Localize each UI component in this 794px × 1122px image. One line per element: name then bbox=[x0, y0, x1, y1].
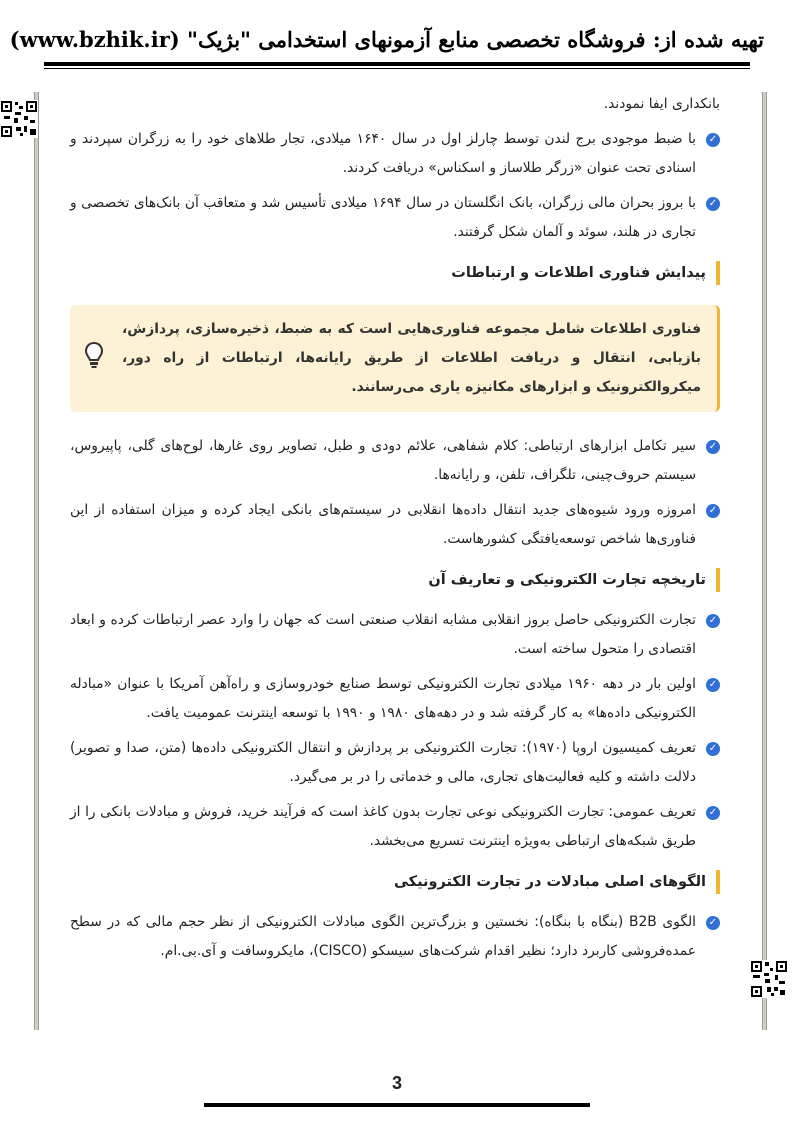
list-item: ✓ تجارت الکترونیکی حاصل بروز انقلابی مشابه انقلاب صنعتی است که جهان را وارد عصر ارتباطات کرده و ابعاد اقتصادی را متحول ساخته است. bbox=[70, 606, 720, 664]
section-heading: الگوهای اصلی مبادلات در تجارت الکترونیکی bbox=[70, 870, 720, 894]
info-box: فناوری اطلاعات شامل مجموعه فناوری‌هایی است که به ضبط، ذخیره‌سازی، پردازش، بازیابی، انتقال و دریافت اطلاعات از طریق رایانه‌ها، ارتباطات از راه دور، میکروالکترونیک و ابزارهای مکانیزه یاری می‌رسانند. bbox=[70, 305, 720, 412]
list-item: ✓ با بروز بحران مالی زرگران، بانک انگلستان در سال ۱۶۹۴ میلادی تأسیس شد و متعاقب آن بانک‌های تخصصی و تجاری در هلند، سوئد و آلمان شکل گرفتند. bbox=[70, 189, 720, 247]
list-item: ✓ تعریف کمیسیون اروپا (۱۹۷۰): تجارت الکترونیکی بر پردازش و انتقال الکترونیکی داده‌ها (متن، صدا و تصویر) دلالت داشته و کلیه فعالیت‌های تجاری، مالی و خدماتی را در بر می‌گیرد. bbox=[70, 734, 720, 792]
check-circle-icon: ✓ bbox=[706, 504, 720, 518]
section-heading: تاریخچه تجارت الکترونیکی و تعاریف آن bbox=[70, 568, 720, 592]
page-content bbox=[70, 90, 720, 972]
header-rule-thin bbox=[44, 68, 750, 69]
list-item: ✓ اولین بار در دهه ۱۹۶۰ میلادی تجارت الکترونیکی توسط صنایع خودروسازی و راه‌آهن آمریکا با عنوان «مبادله الکترونیکی داده‌ها» به کار گرفته شد و در دهه‌های ۱۹۸۰ و ۱۹۹۰ با توسعه اینترنت عمومیت یافت. bbox=[70, 670, 720, 728]
qr-code-icon bbox=[750, 960, 788, 998]
list-item: ✓ الگوی B2B (بنگاه با بنگاه): نخستین و بزرگ‌ترین الگوی مبادلات الکترونیکی از نظر حجم مالی که در سطح عمده‌فروشی کاربرد دارد؛ نظیر اقدام شرکت‌های سیسکو (CISCO)، مایکروسافت و آی.بی.ام. bbox=[70, 908, 720, 966]
check-circle-icon: ✓ bbox=[706, 916, 720, 930]
right-margin-line bbox=[762, 92, 767, 1030]
check-circle-icon: ✓ bbox=[706, 614, 720, 628]
list-item: ✓ سیر تکامل ابزارهای ارتباطی: کلام شفاهی، علائم دودی و طبل، تصاویر روی غارها، لوح‌های گلی، پاپیروس، سیستم حروف‌چینی، تلگراف، تلفن، و رایانه‌ها. bbox=[70, 432, 720, 490]
check-circle-icon: ✓ bbox=[706, 440, 720, 454]
intro-line: بانکداری ایفا نمودند. bbox=[603, 96, 720, 112]
list-item: ✓ با ضبط موجودی برج لندن توسط چارلز اول در سال ۱۶۴۰ میلادی، تجار طلاهای خود را به زرگران سپردند و اسنادی تحت عنوان «زرگر طلاساز و اسکناس» دریافت کردند. bbox=[70, 125, 720, 183]
qr-code-icon bbox=[0, 100, 38, 138]
page-header-title: تهیه شده از: فروشگاه تخصصی منابع آزمونهای استخدامی "بژیک" (www.bzhik.ir) bbox=[9, 27, 764, 52]
section-heading: پیدایش فناوری اطلاعات و ارتباطات bbox=[70, 261, 720, 285]
check-circle-icon: ✓ bbox=[706, 197, 720, 211]
header-rule-thick bbox=[44, 62, 750, 66]
check-circle-icon: ✓ bbox=[706, 678, 720, 692]
check-circle-icon: ✓ bbox=[706, 133, 720, 147]
list-item: ✓ تعریف عمومی: تجارت الکترونیکی نوعی تجارت بدون کاغذ است که فرآیند خرید، فروش و مبادلات بانکی را از طریق شبکه‌های ارتباطی به‌ویژه اینترنت تسریع می‌بخشد. bbox=[70, 798, 720, 856]
page-number: 3 bbox=[391, 1073, 402, 1093]
left-margin-line bbox=[34, 92, 39, 1030]
lightbulb-icon bbox=[84, 341, 104, 369]
check-circle-icon: ✓ bbox=[706, 806, 720, 820]
list-item: ✓ امروزه ورود شیوه‌های جدید انتقال داده‌ها انقلابی در سیستم‌های بانکی ایجاد کرده و میزان استفاده از این فناوری‌ها شاخص توسعه‌یافتگی کشورهاست. bbox=[70, 496, 720, 554]
check-circle-icon: ✓ bbox=[706, 742, 720, 756]
footer-rule bbox=[204, 1103, 590, 1107]
